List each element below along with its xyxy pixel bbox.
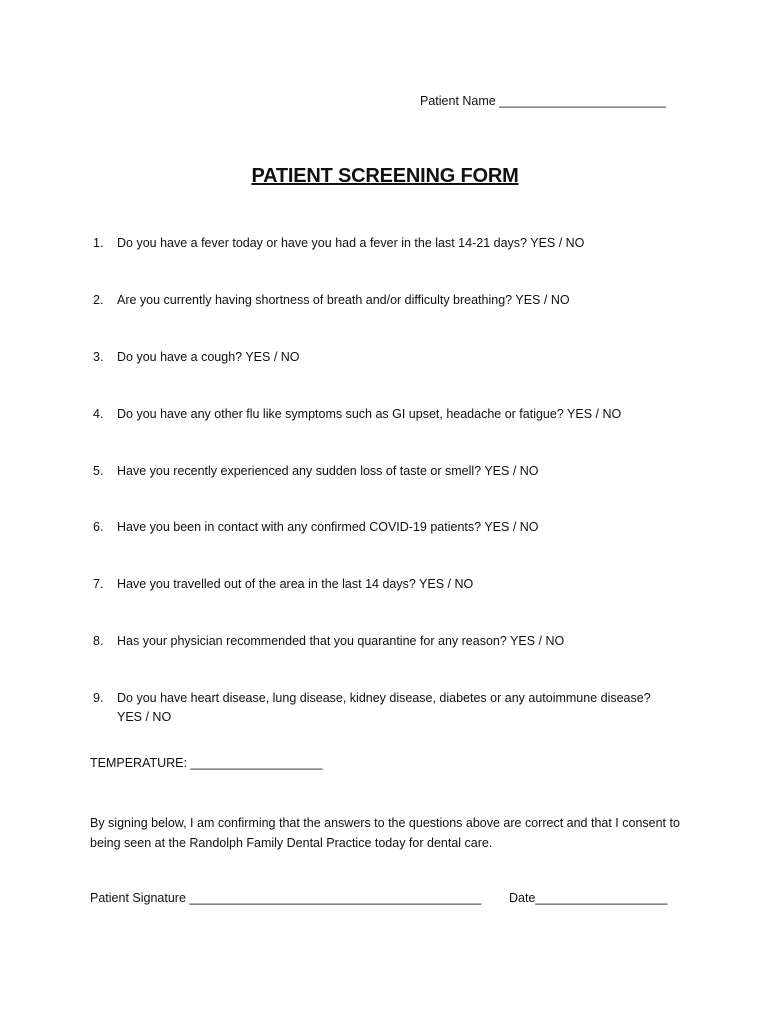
question-number: 9. bbox=[93, 691, 104, 705]
question-number: 2. bbox=[93, 293, 104, 307]
patient-name-field: Patient Name ________________________ bbox=[420, 94, 667, 108]
question-number: 5. bbox=[93, 464, 104, 478]
question-number: 4. bbox=[93, 407, 104, 421]
question-number: 3. bbox=[93, 350, 104, 364]
question-text: Do you have heart disease, lung disease, kidney disease, diabetes or any autoimmune disease? YES / NO bbox=[117, 691, 651, 724]
question-number: 6. bbox=[93, 520, 104, 534]
form-title: PATIENT SCREENING FORM bbox=[251, 165, 519, 187]
question-text: Have you recently experienced any sudden loss of taste or smell? YES / NO bbox=[117, 464, 539, 478]
patient-signature-field: Patient Signature __________________________________________ bbox=[90, 891, 482, 905]
question-text: Do you have any other flu like symptoms such as GI upset, headache or fatigue? YES / NO bbox=[117, 407, 622, 421]
question-text: Do you have a fever today or have you had a fever in the last 14-21 days? YES / NO bbox=[117, 236, 585, 250]
question-number: 1. bbox=[93, 236, 104, 250]
question-number: 8. bbox=[93, 634, 104, 648]
question-number: 7. bbox=[93, 577, 104, 591]
question-text: Are you currently having shortness of breath and/or difficulty breathing? YES / NO bbox=[117, 293, 570, 307]
date-field: Date___________________ bbox=[509, 891, 668, 905]
temperature-field: TEMPERATURE: ___________________ bbox=[90, 756, 323, 770]
question-text: Has your physician recommended that you quarantine for any reason? YES / NO bbox=[117, 634, 565, 648]
question-text: Do you have a cough? YES / NO bbox=[117, 350, 300, 364]
question-text: Have you travelled out of the area in the last 14 days? YES / NO bbox=[117, 577, 474, 591]
consent-statement: By signing below, I am confirming that the answers to the questions above are correct and that I consent to being seen at the Randolph Family Dental Practice today for dental care. bbox=[90, 816, 680, 850]
question-text: Have you been in contact with any confirmed COVID-19 patients? YES / NO bbox=[117, 520, 539, 534]
